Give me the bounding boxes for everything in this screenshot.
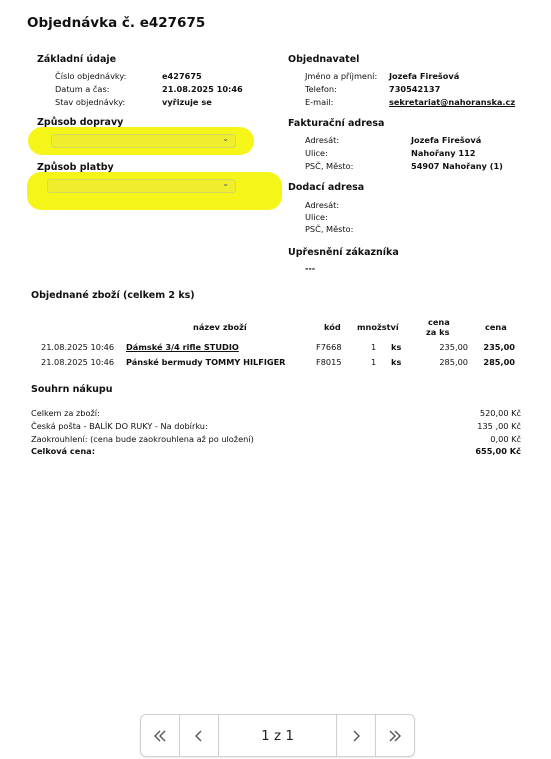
billing-street-value: Nahořany 112 xyxy=(411,148,476,158)
status-value: vyřizuje se xyxy=(162,97,212,107)
row-code: F8015 xyxy=(316,357,342,367)
previous-page-button[interactable] xyxy=(180,715,219,756)
datetime-label: Datum a čas: xyxy=(55,84,110,94)
billing-recipient-label: Adresát: xyxy=(305,135,340,145)
row-qty: 1 xyxy=(371,342,377,352)
email-label: E-mail: xyxy=(305,97,334,107)
note-value: --- xyxy=(305,263,316,273)
email-link[interactable]: sekretariat@nahoranska.cz xyxy=(389,97,516,107)
billing-heading: Fakturační adresa xyxy=(288,118,385,129)
note-heading: Upřesnění zákazníka xyxy=(288,247,399,258)
row-qty: 1 xyxy=(371,357,377,367)
summary-rounding-value: 0,00 Kč xyxy=(490,434,521,444)
row-total: 235,00 xyxy=(483,342,515,352)
goods-heading: Objednané zboží (celkem 2 ks) xyxy=(31,290,195,301)
chevron-down-icon: ⌄ xyxy=(222,179,229,188)
row-price: 235,00 xyxy=(439,342,468,352)
summary-goods-label: Celkem za zboží: xyxy=(31,408,100,418)
row-date: 21.08.2025 10:46 xyxy=(41,342,115,352)
summary-rounding-label: Zaokrouhlení: (cena bude zaokrouhlena až po uložení) xyxy=(31,434,254,444)
datetime-value: 21.08.2025 10:46 xyxy=(162,84,243,94)
first-page-button[interactable] xyxy=(141,715,180,756)
shipping-heading: Způsob dopravy xyxy=(37,117,124,128)
summary-heading: Souhrn nákupu xyxy=(31,384,113,395)
row-unit: ks xyxy=(391,357,402,367)
row-date: 21.08.2025 10:46 xyxy=(41,357,115,367)
col-code: kód xyxy=(324,322,341,332)
row-price: 285,00 xyxy=(439,357,468,367)
delivery-street-label: Ulice: xyxy=(305,212,328,222)
col-price-line1: cena xyxy=(428,317,450,327)
next-page-button[interactable] xyxy=(337,715,376,756)
phone-value: 730542137 xyxy=(389,84,441,94)
order-number-label: Číslo objednávky: xyxy=(55,71,127,81)
col-qty: množství xyxy=(357,322,399,332)
row-total: 285,00 xyxy=(483,357,515,367)
billing-street-label: Ulice: xyxy=(305,148,328,158)
delivery-city-label: PSČ, Město: xyxy=(305,224,354,234)
shipping-select[interactable] xyxy=(51,134,236,148)
col-price-line2: za ks xyxy=(426,327,450,337)
first-page-icon xyxy=(152,728,168,744)
name-value: Jozefa Firešová xyxy=(389,71,460,81)
payment-heading: Způsob platby xyxy=(37,162,114,173)
product-name: Pánské bermudy TOMMY HILFIGER xyxy=(126,357,286,367)
delivery-heading: Dodací adresa xyxy=(288,182,365,193)
col-total: cena xyxy=(485,322,507,332)
page-title: Objednávka č. e427675 xyxy=(27,15,206,31)
orderer-heading: Objednavatel xyxy=(288,54,360,65)
next-page-icon xyxy=(348,728,364,744)
previous-page-icon xyxy=(191,728,207,744)
summary-total-label: Celková cena: xyxy=(31,446,95,456)
chevron-down-icon: ⌄ xyxy=(222,134,229,143)
pagination-bar xyxy=(140,714,415,757)
summary-shipping-value: 135 ,00 Kč xyxy=(477,421,521,431)
payment-select[interactable] xyxy=(47,179,236,193)
name-label: Jméno a příjmení: xyxy=(305,71,378,81)
billing-recipient-value: Jozefa Firešová xyxy=(411,135,482,145)
col-name: název zboží xyxy=(193,322,247,332)
phone-label: Telefon: xyxy=(305,84,337,94)
last-page-button[interactable] xyxy=(376,715,414,756)
row-code: F7668 xyxy=(316,342,342,352)
billing-city-value: 54907 Nahořany (1) xyxy=(411,161,503,171)
row-unit: ks xyxy=(391,342,402,352)
product-link[interactable]: Dámské 3/4 rifle STUDIO xyxy=(126,342,239,352)
summary-goods-value: 520,00 Kč xyxy=(479,408,521,418)
billing-city-label: PSČ, Město: xyxy=(305,161,354,171)
basic-heading: Základní údaje xyxy=(37,54,117,65)
last-page-icon xyxy=(387,728,403,744)
status-label: Stav objednávky: xyxy=(55,97,126,107)
page-indicator: 1 z 1 xyxy=(219,715,337,756)
summary-shipping-label: Česká pošta - BALÍK DO RUKY - Na dobírku: xyxy=(31,421,208,431)
summary-total-value: 655,00 Kč xyxy=(475,446,521,456)
delivery-recipient-label: Adresát: xyxy=(305,200,340,210)
order-number-value: e427675 xyxy=(162,71,202,81)
